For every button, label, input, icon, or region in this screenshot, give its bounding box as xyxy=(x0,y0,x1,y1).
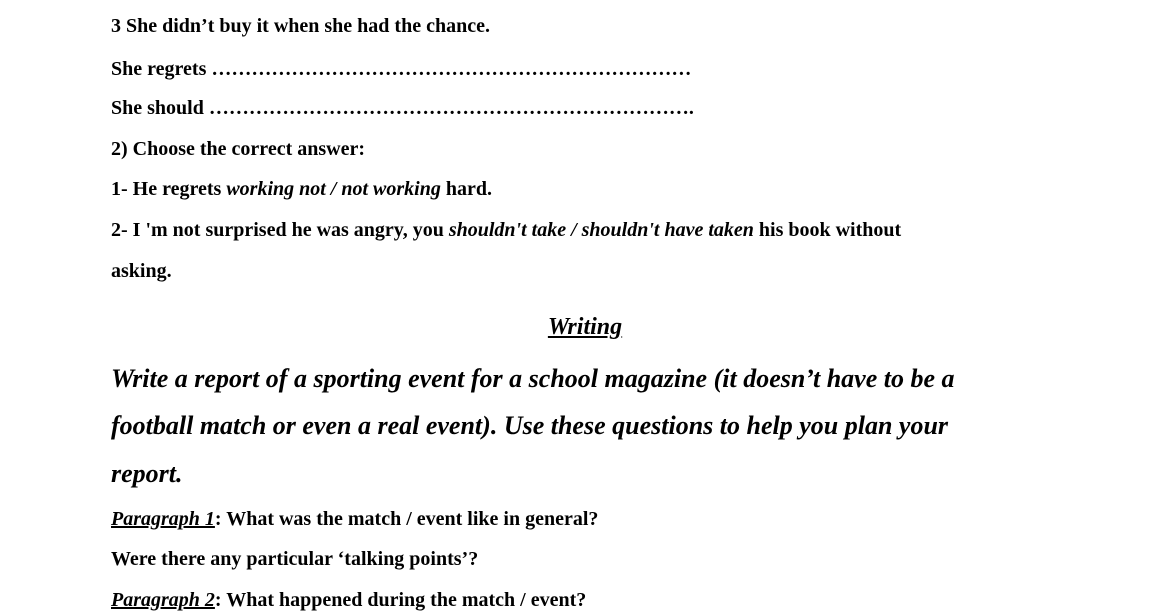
paragraph-2-label: Paragraph 2 xyxy=(111,589,215,611)
should-blank-line: She should ………………………………………………………………. xyxy=(111,97,694,119)
question-2 xyxy=(111,218,901,242)
writing-prompt-line-1: Write a report of a sporting event for a school magazine (it doesn’t have to be a xyxy=(111,364,955,393)
paragraph-1-label: Paragraph 1 xyxy=(111,508,215,530)
section-2-title: 2) Choose the correct answer: xyxy=(111,138,365,160)
regrets-blank-line: She regrets ……………………………………………………………… xyxy=(111,58,692,80)
question-2-options: shouldn't take / shouldn't have taken xyxy=(448,219,754,241)
sentence-3: 3 She didn’t buy it when she had the chance. xyxy=(111,15,490,37)
question-1-prefix: 1- He regrets xyxy=(111,178,227,200)
question-1 xyxy=(111,177,492,201)
question-1-suffix: hard. xyxy=(440,178,492,200)
question-2-continuation: asking. xyxy=(111,260,172,282)
paragraph-2-text: : What happened during the match / event? xyxy=(214,589,587,611)
writing-heading: Writing xyxy=(547,314,623,340)
talking-points-line: Were there any particular ‘talking points’? xyxy=(111,548,479,570)
question-1-options: working not / not working xyxy=(226,178,441,200)
paragraph-1-text: : What was the match / event like in general? xyxy=(214,508,599,530)
writing-prompt-line-3: report. xyxy=(111,459,183,488)
writing-prompt-line-2: football match or even a real event). Use these questions to help you plan your xyxy=(111,411,949,440)
question-2-suffix: his book without xyxy=(753,219,902,241)
paragraph-1-line xyxy=(111,507,598,531)
paragraph-2-line xyxy=(111,588,586,612)
question-2-prefix: 2- I 'm not surprised he was angry, you xyxy=(111,219,449,241)
